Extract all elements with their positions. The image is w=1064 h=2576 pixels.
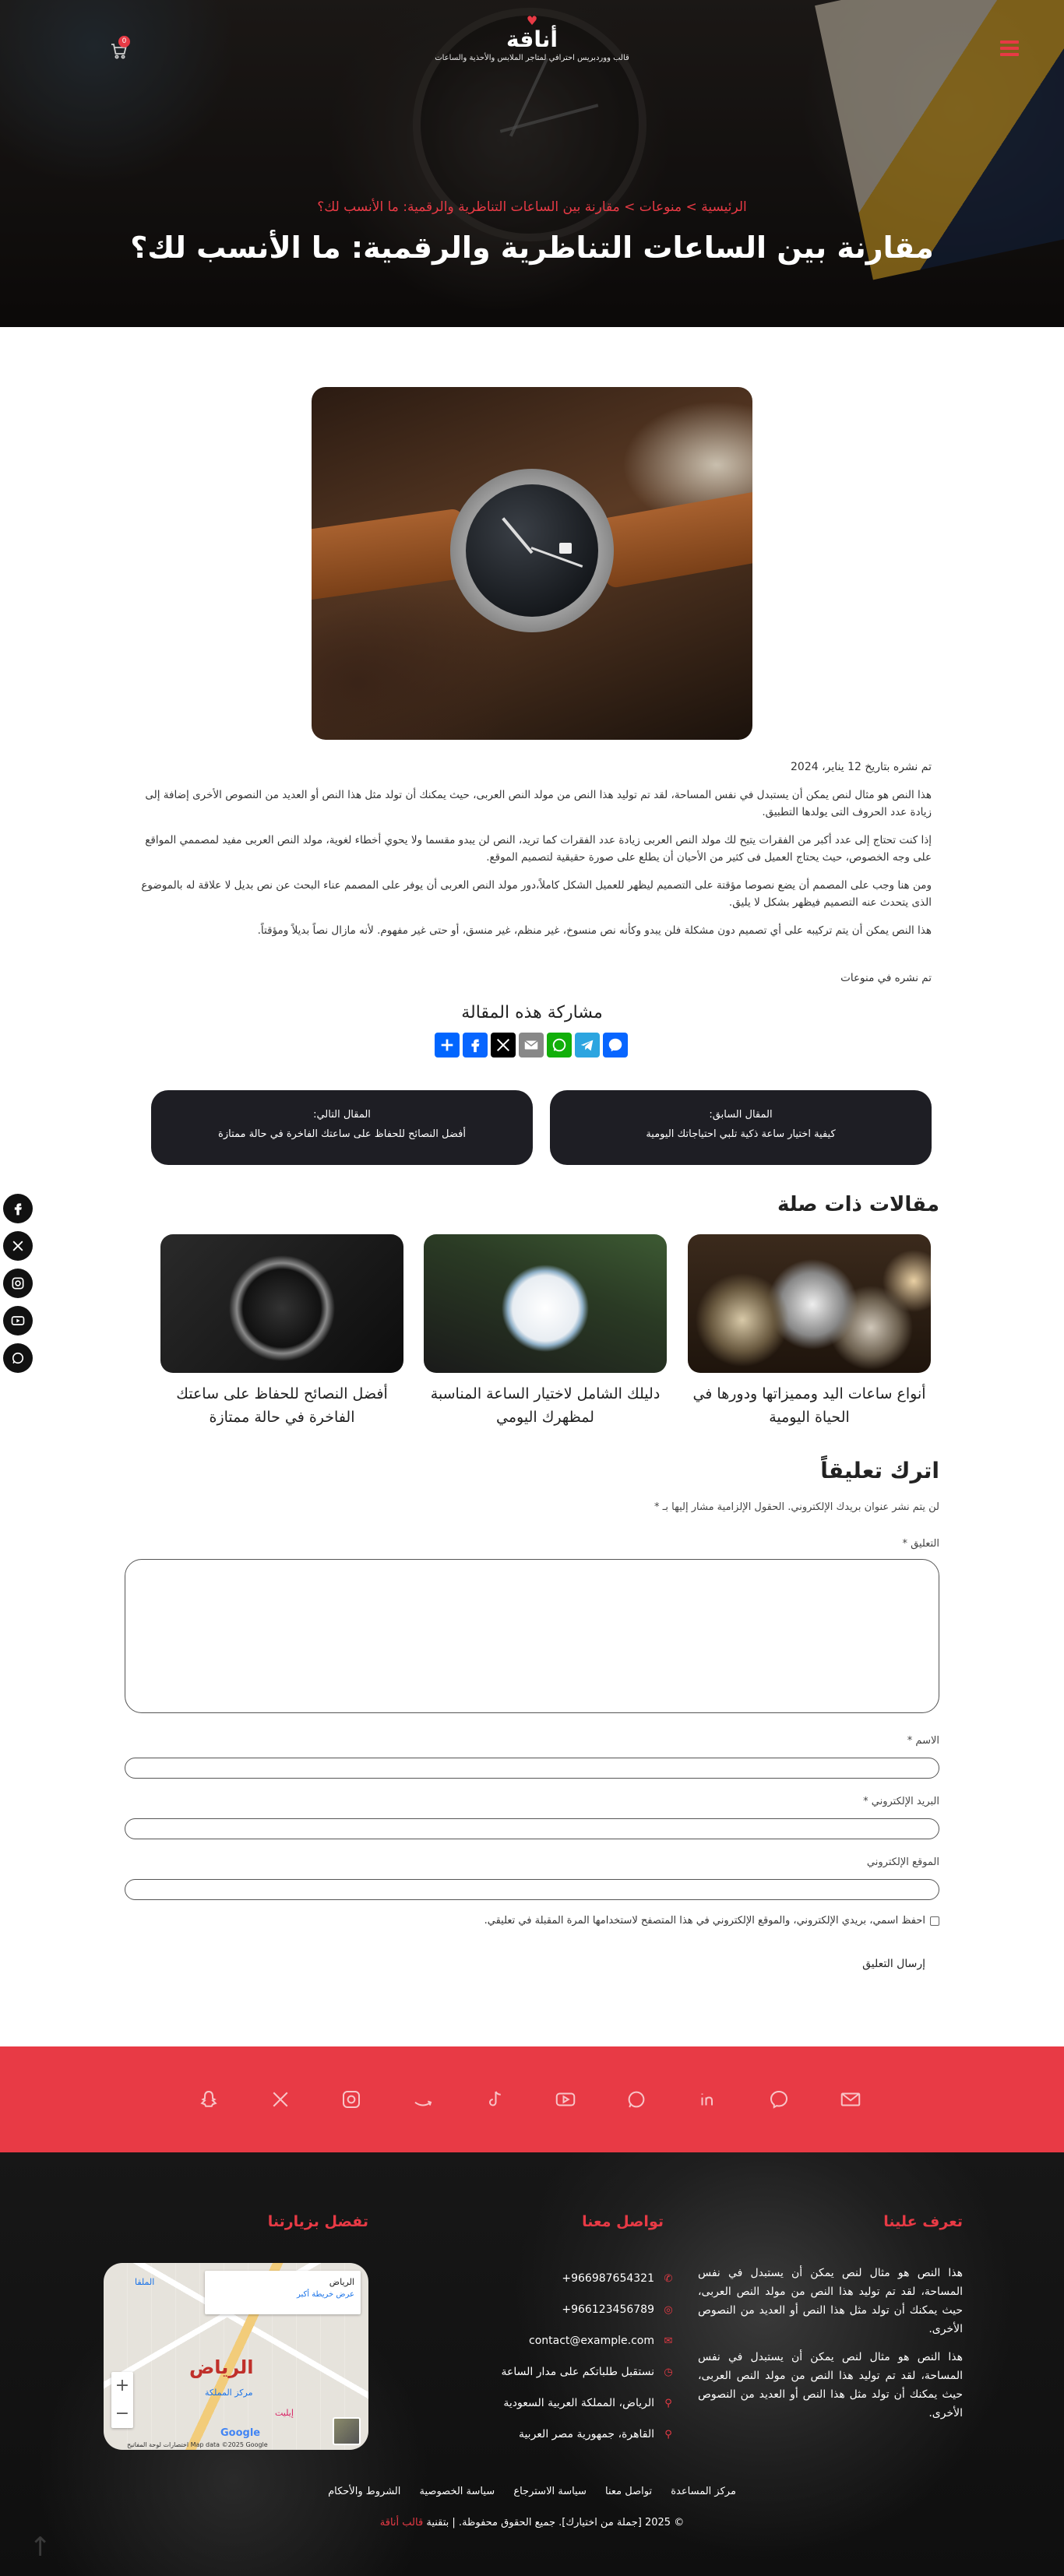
map-brand: Google — [220, 2427, 261, 2439]
footer-links — [0, 2486, 1064, 2497]
post-paragraph: إذا كنت تحتاج إلى عدد أكبر من الفقرات يتيح لك مولد النص العربى زيادة عدد الفقرات كما تريد، النص لن يبدو مقسما ولا يحوي أخطاء لغوية، مولد النص العربى مفيد لمصممي المواقع على وجه الخصوص، حيث يحتاج العميل فى كثير من الأحيان أن يطلع على صورة حقيقية لتصميم الموقع. — [145, 834, 932, 864]
site-logo[interactable] — [0, 13, 1064, 64]
map-pin-label: الملقا — [135, 2277, 155, 2287]
related-post-card[interactable] — [160, 1234, 403, 1429]
related-post-image[interactable] — [688, 1234, 931, 1373]
related-post-title[interactable]: دليلك الشامل لاختيار الساعة المناسبة لمظهرك اليومي — [430, 1385, 661, 1426]
phone-icon: ✆ — [664, 2272, 673, 2285]
contact-email-text: contact@example.com — [529, 2335, 654, 2347]
footer-visit-heading: تفضل بزيارتنا — [267, 2213, 368, 2230]
social-strip — [0, 2046, 1064, 2152]
next-post-title: أفضل النصائح للحفاظ على ساعتك الفاخرة في حالة ممتازة — [218, 1128, 466, 1140]
contact-phone-text: +966123456789 — [562, 2303, 654, 2316]
breadcrumb-current: مقارنة بين الساعات التناظرية والرقمية: ما الأنسب لك؟ — [317, 199, 620, 215]
zoom-out-icon[interactable]: − — [115, 2404, 130, 2423]
linkedin-icon[interactable] — [694, 2085, 722, 2113]
post-category-prefix: تم نشره في — [877, 972, 932, 984]
comment-label: التعليق * — [902, 1538, 939, 1550]
email-share-icon[interactable] — [519, 1033, 544, 1057]
related-post-image[interactable] — [424, 1234, 667, 1373]
breadcrumb-home[interactable]: الرئيسية — [701, 199, 747, 215]
copyright-text: © 2025 [جملة من اختيارك]. جميع الحقوق محفوظة. | بتقنية — [426, 2517, 685, 2528]
breadcrumb-separator: > — [685, 199, 697, 215]
whatsapp-share-icon[interactable] — [547, 1033, 572, 1057]
breadcrumb-separator: > — [624, 199, 636, 215]
prev-post-card[interactable] — [550, 1090, 932, 1165]
footer-about-paragraph: هذا النص هو مثال لنص يمكن أن يستبدل في نفس المساحة، لقد تم توليد هذا النص من مولد النص العربى، حيث يمكنك أن تولد مثل هذا النص أو العديد من النصوص الأخرى. — [698, 2267, 963, 2335]
copyright-brand-link[interactable]: قالب أناقة — [379, 2517, 424, 2528]
map-pin-label: إيليت — [275, 2408, 294, 2418]
embedded-map[interactable] — [104, 2263, 368, 2450]
post-paragraph: هذا النص هو مثال لنص يمكن أن يستبدل في نفس المساحة، لقد تم توليد هذا النص من مولد النص العربى، حيث يمكنك أن تولد مثل هذا النص أو العديد من النصوص الأخرى إضافة إلى زيادة عدد الحروف التى يولدها التطبيق. — [145, 789, 932, 818]
social-strip-icons — [195, 2085, 865, 2113]
footer-link[interactable]: تواصل معنا — [605, 2486, 653, 2497]
post-content — [129, 787, 932, 950]
share-title: مشاركة هذه المقالة — [461, 1003, 603, 1022]
hero-header — [0, 0, 1064, 327]
prev-post-label: المقال السابق: — [709, 1109, 773, 1121]
location-pin-icon: ⚲ — [664, 2397, 672, 2409]
scroll-to-top-icon[interactable]: ↑ — [29, 2532, 51, 2563]
instagram-icon[interactable] — [3, 1269, 33, 1298]
contact-address-text: الرياض، المملكة العربية السعودية — [503, 2397, 654, 2409]
email-label: البريد الإلكتروني * — [863, 1796, 939, 1807]
related-post-title[interactable]: أفضل النصائح للحفاظ على ساعتك الفاخرة في حالة ممتازة — [176, 1385, 388, 1426]
next-post-card[interactable] — [151, 1090, 533, 1165]
heart-icon: ♥ — [526, 13, 538, 28]
contact-email[interactable] — [456, 2325, 675, 2356]
cart-button[interactable] — [106, 37, 129, 62]
submit-comment-button[interactable]: إرسال التعليق — [862, 1958, 925, 1970]
page-title: مقارنة بين الساعات التناظرية والرقمية: ما الأنسب لك؟ — [130, 231, 934, 265]
remember-label: احفظ اسمي، بريدي الإلكتروني، والموقع الإلكتروني في هذا المتصفح لاستخدامها المرة المقبلة في تعليقي. — [484, 1915, 925, 1927]
telegram-share-icon[interactable] — [575, 1033, 600, 1057]
map-zoom-controls — [111, 2372, 133, 2428]
contact-phone-text: +966987654321 — [562, 2272, 654, 2285]
website-label: الموقع الإلكتروني — [866, 1856, 939, 1868]
footer-contact-heading: تواصل معنا — [582, 2213, 664, 2230]
site-footer — [0, 2152, 1064, 2576]
whatsapp-icon[interactable] — [622, 2085, 650, 2113]
name-label: الاسم * — [907, 1735, 939, 1747]
map-larger-link[interactable]: عرض خريطة أكبر — [296, 2290, 354, 2299]
logo-title: أناقة — [506, 26, 558, 52]
map-attribution: Map data ©2025 Google اختصارات لوحة المفاتيح — [127, 2441, 268, 2448]
next-post-label: المقال التالي: — [313, 1109, 371, 1121]
contact-address-text: القاهرة، جمهورية مصر العربية — [518, 2428, 654, 2441]
map-pin-label: مركز المملكة — [205, 2388, 253, 2398]
related-heading: مقالات ذات صلة — [777, 1193, 939, 1216]
map-satellite-toggle[interactable] — [333, 2417, 361, 2445]
youtube-icon[interactable] — [551, 2085, 580, 2113]
post-category-line — [840, 972, 932, 984]
clock-icon: ◷ — [664, 2366, 673, 2378]
related-post-card[interactable] — [424, 1234, 667, 1429]
facebook-share-icon[interactable] — [463, 1033, 488, 1057]
contact-hours-text: نستقبل طلباتكم على مدار الساعة — [501, 2366, 654, 2378]
breadcrumb-category[interactable]: منوعات — [639, 199, 682, 215]
post-paragraph: ومن هنا وجب على المصمم أن يضع نصوصا مؤقتة على التصميم ليظهر للعميل الشكل كاملاً،دور مولد النص العربى أن يوفر على المصمم عناء البحث عن نص بديل لا علاقة له بالموضوع الذى يتحدث عنه التصميم فيظهر بشكل لا يليق. — [141, 879, 932, 909]
instagram-icon[interactable] — [337, 2085, 365, 2113]
footer-about-heading: تعرف علينا — [883, 2213, 963, 2230]
snapchat-icon[interactable] — [195, 2085, 223, 2113]
x-icon[interactable] — [3, 1231, 33, 1261]
contact-phone[interactable] — [456, 2294, 675, 2325]
x-icon[interactable] — [266, 2085, 294, 2113]
map-info-card — [205, 2271, 361, 2314]
website-input[interactable] — [125, 1879, 939, 1900]
contact-hours — [456, 2356, 675, 2388]
contact-address — [456, 2419, 675, 2450]
whatsapp-icon[interactable] — [3, 1343, 33, 1373]
remember-me — [484, 1915, 939, 1927]
whatsapp-icon: ◎ — [664, 2303, 673, 2316]
post-date: تم نشره بتاريخ 12 يناير، 2024 — [791, 761, 932, 773]
footer-about-paragraph: هذا النص هو مثال لنص يمكن أن يستبدل في نفس المساحة، لقد تم توليد هذا النص من مولد النص العربى، حيث يمكنك أن تولد مثل هذا النص أو العديد من النصوص الأخرى. — [698, 2351, 963, 2419]
breadcrumb — [0, 199, 1064, 215]
footer-link[interactable]: الشروط والأحكام — [328, 2486, 401, 2497]
comment-textarea[interactable] — [125, 1559, 939, 1713]
related-post-image[interactable] — [160, 1234, 403, 1373]
related-post-card[interactable] — [688, 1234, 931, 1429]
map-city-label: الرياض — [189, 2356, 254, 2378]
messenger-icon[interactable] — [765, 2085, 793, 2113]
share-plus-icon[interactable] — [435, 1033, 460, 1057]
messenger-share-icon[interactable] — [603, 1033, 628, 1057]
comment-heading: اترك تعليقاً — [820, 1458, 939, 1483]
prev-post-title: كيفية اختيار ساعة ذكية تلبي احتياجاتك اليومية — [646, 1128, 836, 1140]
post-category-link[interactable]: منوعات — [840, 972, 875, 984]
contact-address — [456, 2388, 675, 2419]
cart-count-badge: 0 — [118, 36, 130, 48]
footer-link[interactable]: سياسة الخصوصية — [419, 2486, 495, 2497]
x-share-icon[interactable] — [491, 1033, 516, 1057]
copyright — [0, 2517, 1064, 2528]
comment-note: لن يتم نشر عنوان بريدك الإلكتروني. الحقول الإلزامية مشار إليها بـ * — [654, 1501, 939, 1513]
floating-social-bar — [3, 1194, 33, 1381]
footer-contact-list — [456, 2263, 675, 2450]
email-icon: ✉ — [664, 2335, 673, 2347]
location-pin-icon: ⚲ — [664, 2428, 672, 2441]
footer-about-text — [698, 2264, 963, 2432]
featured-image — [312, 387, 752, 740]
youtube-icon[interactable] — [3, 1306, 33, 1336]
email-icon[interactable] — [837, 2085, 865, 2113]
email-input[interactable] — [125, 1818, 939, 1839]
amazon-icon[interactable] — [409, 2085, 437, 2113]
map-place-name: الرياض — [329, 2277, 354, 2287]
remember-checkbox[interactable] — [930, 1916, 939, 1926]
contact-phone[interactable] — [456, 2263, 675, 2294]
related-post-title[interactable]: أنواع ساعات اليد ومميزاتها ودورها في الحياة اليومية — [692, 1385, 926, 1426]
tiktok-icon[interactable] — [480, 2085, 508, 2113]
footer-link[interactable]: سياسة الاسترجاع — [513, 2486, 587, 2497]
name-input[interactable] — [125, 1758, 939, 1779]
footer-link[interactable]: مركز المساعدة — [671, 2486, 736, 2497]
post-paragraph: هذا النص يمكن أن يتم تركيبه على أي تصميم دون مشكلة فلن يبدو وكأنه نص منسوخ، غير منظم، غير منسق، أو حتى غير مفهوم. لأنه مازال نصاً بديلاً ومؤقتاً. — [257, 924, 932, 937]
zoom-in-icon[interactable]: + — [115, 2376, 130, 2395]
share-buttons — [435, 1033, 629, 1057]
logo-tagline: قالب ووردبريس احترافي لمتاجر الملابس والأحذية والساعات — [435, 54, 629, 62]
facebook-icon[interactable] — [3, 1194, 33, 1223]
